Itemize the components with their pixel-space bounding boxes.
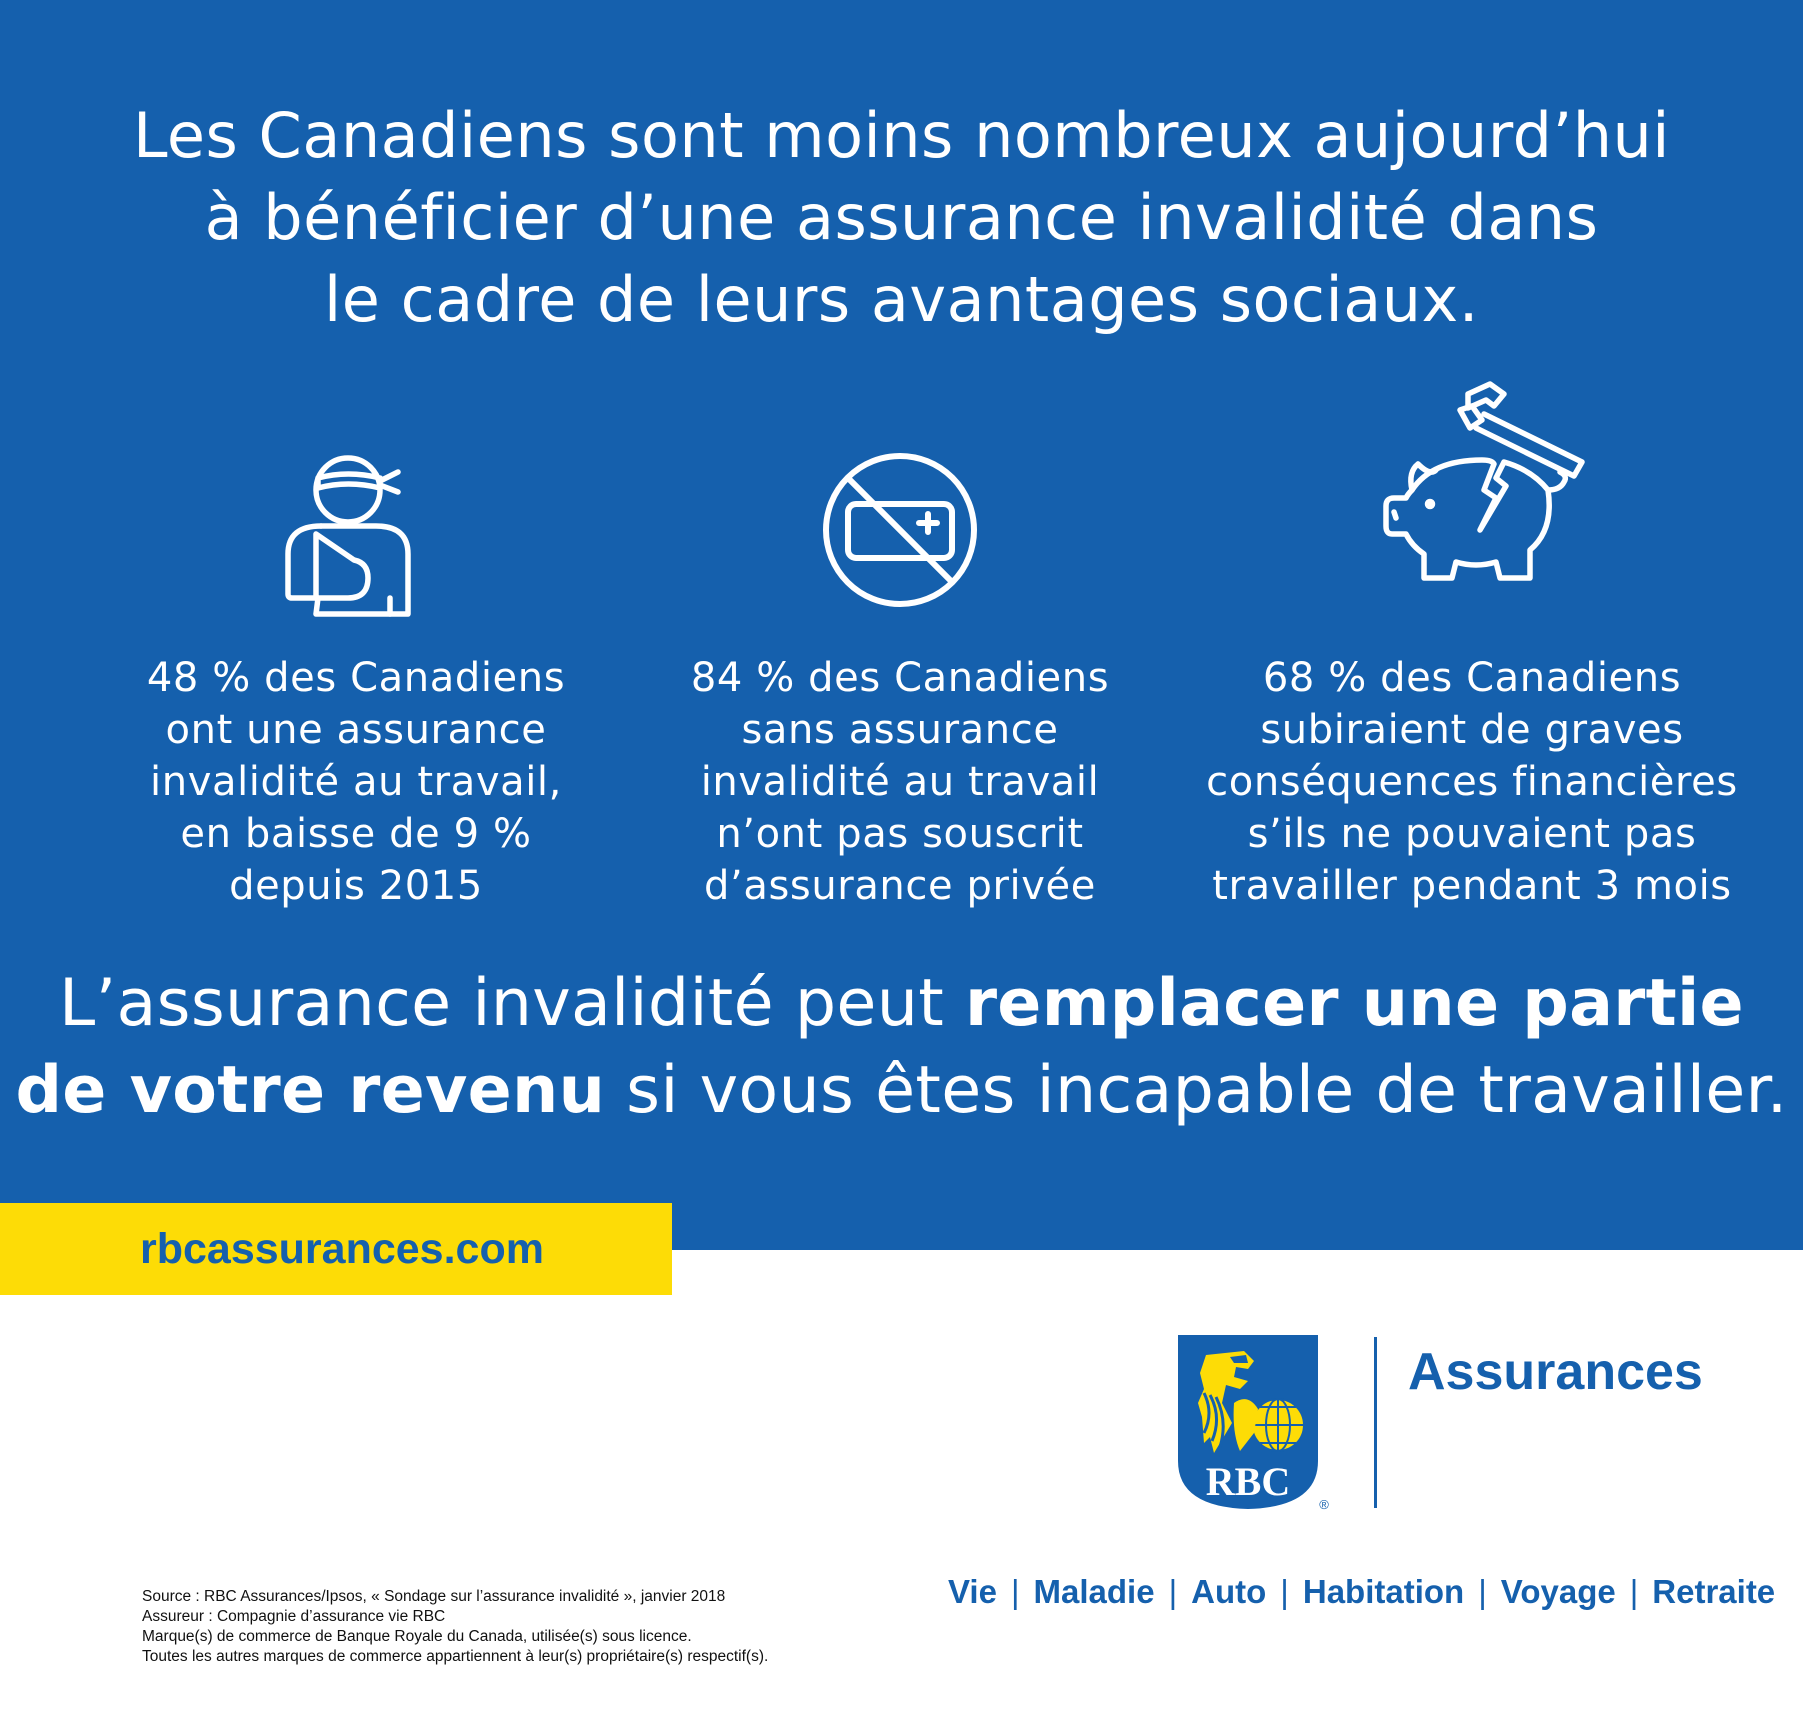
product-item-auto: Auto: [1191, 1573, 1267, 1610]
icon-container: [620, 430, 1180, 630]
tagline-line-2: [0, 1047, 1803, 1134]
tagline-emphasis: remplacer une partie: [964, 966, 1744, 1041]
logo-wordmark: RBC: [1205, 1459, 1291, 1504]
icon-container: [1192, 430, 1752, 630]
stat-line: invalidité au travail: [700, 759, 1100, 805]
tagline-line-1: [0, 960, 1803, 1047]
stat-line: 84 % des Canadiens: [690, 655, 1110, 701]
stat-line: n’ont pas souscrit: [716, 811, 1084, 857]
tagline: [0, 960, 1803, 1134]
page-headline: [0, 95, 1803, 341]
stat-line: travailler pendant 3 mois: [1212, 863, 1732, 909]
stat-line: en baisse de 9 %: [180, 811, 532, 857]
stat-text: [76, 652, 636, 912]
stat-line: conséquences financières: [1206, 759, 1738, 805]
product-item-retraite: Retraite: [1652, 1573, 1776, 1610]
stat-line: 48 % des Canadiens: [146, 655, 566, 701]
brand-division: Assurances: [1408, 1343, 1703, 1401]
headline-line: le cadre de leurs avantages sociaux.: [324, 263, 1479, 336]
icon-container: [76, 430, 636, 630]
stat-line: s’ils ne pouvaient pas: [1247, 811, 1697, 857]
product-item-maladie: Maladie: [1033, 1573, 1155, 1610]
stat-line: invalidité au travail,: [150, 759, 562, 805]
website-link[interactable]: rbcassurances.com: [140, 1225, 544, 1273]
rbc-shield-logo: [1174, 1333, 1334, 1513]
stat-line: depuis 2015: [229, 863, 483, 909]
stat-line: ont une assurance: [165, 707, 547, 753]
stat-line: subiraient de graves: [1260, 707, 1684, 753]
product-separator: |: [1168, 1573, 1178, 1610]
injured-person-icon: [276, 448, 426, 618]
headline-line: à bénéficier d’une assurance invalidité dans: [204, 181, 1599, 254]
stat-line: d’assurance privée: [704, 863, 1096, 909]
website-banner: [0, 1203, 672, 1295]
footnote-source: Source : RBC Assurances/Ipsos, « Sondage sur l’assurance invalidité », janvier 2018: [142, 1588, 726, 1605]
product-separator: |: [1478, 1573, 1487, 1610]
product-separator: |: [1010, 1573, 1020, 1610]
logo-divider: [1374, 1337, 1377, 1508]
product-separator: |: [1280, 1573, 1289, 1610]
product-item-habitation: Habitation: [1302, 1573, 1465, 1610]
product-item-voyage: Voyage: [1500, 1573, 1616, 1610]
headline-line: Les Canadiens sont moins nombreux aujourd’hui: [132, 99, 1671, 172]
stat-line: sans assurance: [741, 707, 1059, 753]
footnote-other-marks: Toutes les autres marques de commerce appartiennent à leur(s) propriétaire(s) respectif(s).: [142, 1648, 769, 1665]
legal-footnotes: [142, 1587, 902, 1667]
product-list: [948, 1572, 1776, 1612]
tagline-emphasis: de votre revenu: [15, 1053, 606, 1128]
broken-piggy-bank-icon: [1372, 380, 1604, 606]
tagline-regular: si vous êtes incapable de travailler.: [605, 1053, 1788, 1128]
stat-line: 68 % des Canadiens: [1262, 655, 1682, 701]
registered-mark: ®: [1319, 1497, 1329, 1512]
stat-text: [620, 652, 1180, 912]
footnote-insurer: Assureur : Compagnie d’assurance vie RBC: [142, 1608, 446, 1625]
stat-text: [1192, 652, 1752, 912]
footnote-trademark: Marque(s) de commerce de Banque Royale du Canada, utilisée(s) sous licence.: [142, 1628, 692, 1645]
product-item-vie: Vie: [948, 1573, 997, 1610]
tagline-regular: L’assurance invalidité peut: [59, 966, 965, 1041]
no-insurance-card-icon: [820, 450, 980, 610]
product-separator: |: [1629, 1573, 1639, 1610]
